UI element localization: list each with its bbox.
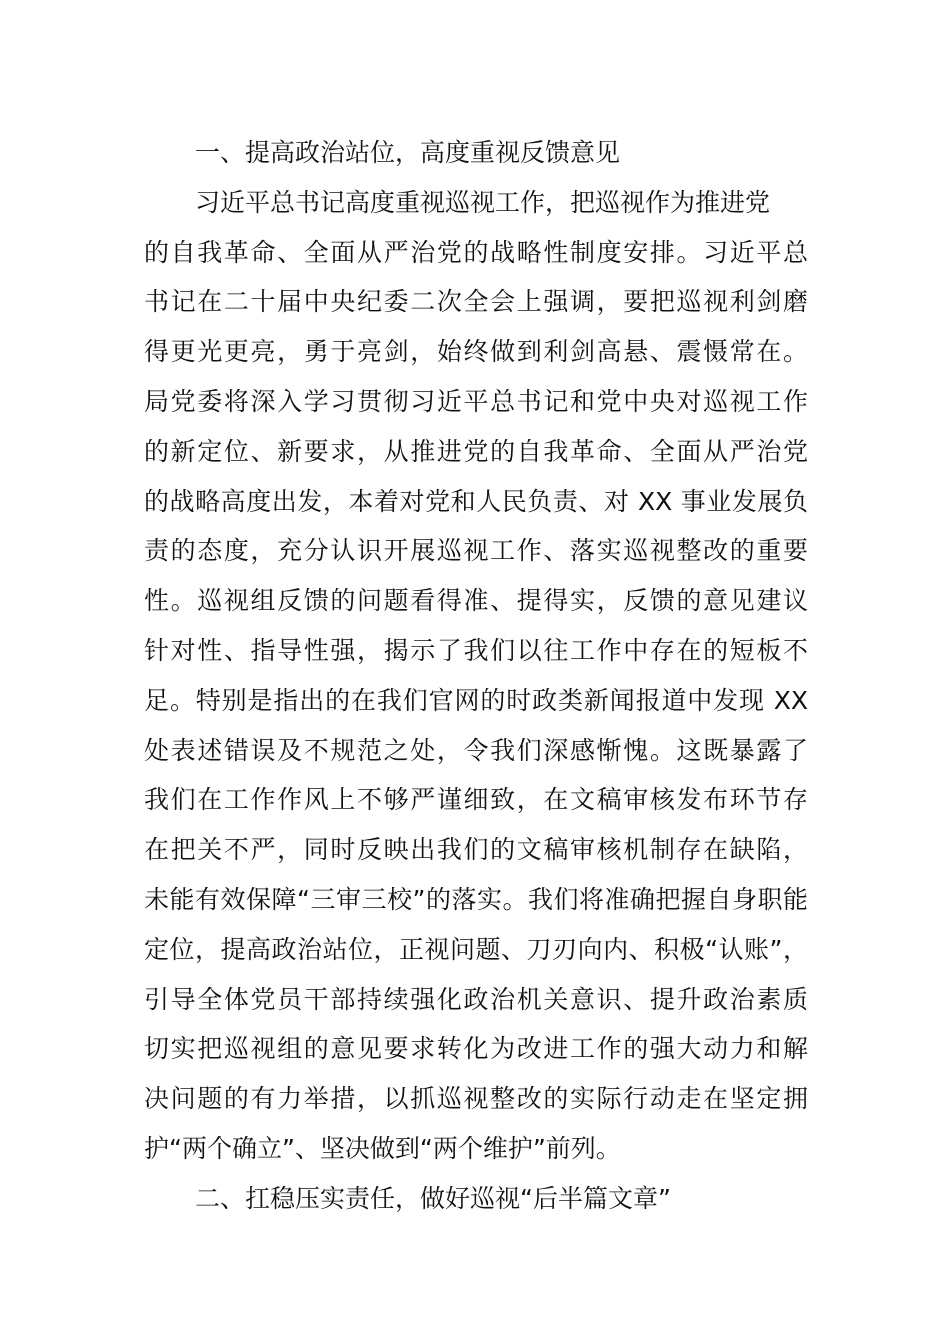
paragraph-1 [144, 178, 808, 1174]
paragraph-line: 切实把巡视组的意见要求转化为改进工作的强大动力和解 [144, 1034, 808, 1064]
paragraph-line: 责的态度，充分认识开展巡视工作、落实巡视整改的重要 [144, 536, 808, 566]
paragraph-line: 在把关不严，同时反映出我们的文稿审核机制存在缺陷， [144, 835, 808, 865]
paragraph-line: 性。巡视组反馈的问题看得准、提得实，反馈的意见建议 [144, 586, 808, 616]
section-heading-2: 二、扛稳压实责任，做好巡视“后半篇文章” [195, 1183, 671, 1213]
paragraph-line: 书记在二十届中央纪委二次全会上强调，要把巡视利剑磨 [144, 287, 808, 317]
paragraph-line: 引导全体党员干部持续强化政治机关意识、提升政治素质 [144, 984, 808, 1014]
paragraph-line: 的新定位、新要求，从推进党的自我革命、全面从严治党 [144, 436, 808, 466]
paragraph-line: 定位，提高政治站位，正视问题、刀刃向内、积极“认账”， [144, 934, 808, 964]
paragraph-line: 未能有效保障“三审三校”的落实。我们将准确把握自身职能 [144, 884, 808, 914]
paragraph-line: 得更光更亮，勇于亮剑，始终做到利剑高悬、震慑常在。 [144, 337, 808, 367]
paragraph-line: 护“两个确立”、坚决做到“两个维护”前列。 [144, 1133, 621, 1163]
document-body [144, 128, 808, 1224]
paragraph-line: 局党委将深入学习贯彻习近平总书记和党中央对巡视工作 [144, 386, 808, 416]
paragraph-line: 习近平总书记高度重视巡视工作，把巡视作为推进党 [195, 187, 771, 217]
paragraph-line: 针对性、指导性强，揭示了我们以往工作中存在的短板不 [144, 635, 808, 665]
paragraph-line: 足。特别是指出的在我们官网的时政类新闻报道中发现 XX [144, 685, 808, 715]
paragraph-line: 我们在工作作风上不够严谨细致，在文稿审核发布环节存 [144, 785, 808, 815]
section-heading-1: 一、提高政治站位，高度重视反馈意见 [195, 138, 621, 167]
paragraph-line: 的自我革命、全面从严治党的战略性制度安排。习近平总 [144, 237, 808, 267]
paragraph-line: 的战略高度出发，本着对党和人民负责、对 XX 事业发展负 [144, 486, 808, 516]
paragraph-line: 处表述错误及不规范之处，令我们深感惭愧。这既暴露了 [144, 735, 808, 765]
paragraph-line: 决问题的有力举措，以抓巡视整改的实际行动走在坚定拥 [144, 1084, 808, 1114]
